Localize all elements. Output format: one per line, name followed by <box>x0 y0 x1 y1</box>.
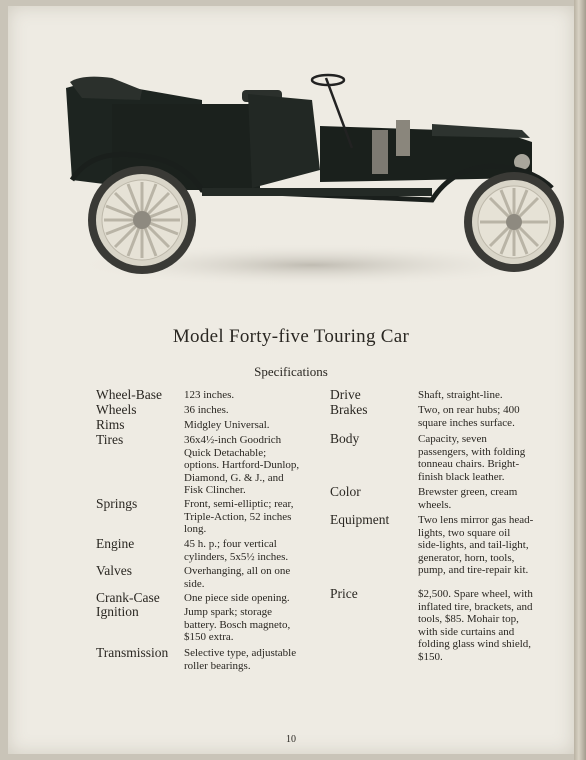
spec-value-drive: Shaft, straight-line. <box>418 389 503 401</box>
spec-value-crank-case: One piece side opening. <box>184 592 290 604</box>
spec-value-wheels: 36 inches. <box>184 404 229 416</box>
spec-value-transmission: Selective type, adjustable roller bearings. <box>184 647 297 672</box>
spec-label-price: Price <box>330 586 358 601</box>
spec-label-springs: Springs <box>96 496 138 511</box>
spec-label-color: Color <box>330 484 361 499</box>
page-title: Model Forty-five Touring Car <box>172 326 410 347</box>
spec-label-drive: Drive <box>330 387 361 402</box>
spec-value-tires: 36x4½-inch Goodrich Quick Detachable; options. Hartford-Dunlop, Diamond, G. & J., and Fisk Clincher. <box>184 434 300 496</box>
spec-label-body: Body <box>330 431 360 446</box>
spec-value-color: Brewster green, cream wheels. <box>418 486 518 511</box>
rear-wheel <box>88 166 196 274</box>
spec-label-wheel-base: Wheel-Base <box>96 387 162 402</box>
spec-value-springs: Front, semi-elliptic; rear, Triple-Action, 52 inches long. <box>184 498 294 535</box>
spec-value-wheel-base: 123 inches. <box>184 389 235 401</box>
book-page-edge <box>574 0 586 760</box>
spec-label-transmission: Transmission <box>96 645 169 660</box>
spec-label-wheels: Wheels <box>96 402 137 417</box>
spec-value-valves: Overhanging, all on one side. <box>184 565 291 590</box>
catalog-page <box>8 6 574 754</box>
spec-label-rims: Rims <box>96 417 125 432</box>
section-subtitle: Specifications <box>254 364 328 379</box>
front-wheel <box>464 172 564 272</box>
spec-value-rims: Midgley Universal. <box>184 419 270 431</box>
spec-value-equipment: Two lens mirror gas head-lights, two square oil side-lights, and tail-light, generator, horn, tools, pump, and tire-repair kit. <box>418 514 534 576</box>
spec-label-brakes: Brakes <box>330 402 368 417</box>
page-number: 10 <box>286 734 296 745</box>
spec-label-tires: Tires <box>96 432 124 447</box>
spec-label-crank-case: Crank-Case <box>96 590 160 605</box>
spec-value-price: $2,500. Spare wheel, with inflated tire, brackets, and tools, $85. Mohair top, with side curtains and folding glass wind shield, $150. <box>418 588 533 663</box>
spec-label-ignition: Ignition <box>96 604 139 619</box>
spec-label-engine: Engine <box>96 536 135 551</box>
spec-value-body: Capacity, seven passengers, with folding tonneau chairs. Bright-finish black leather. <box>418 433 526 483</box>
touring-car-illustration <box>52 60 572 290</box>
spec-value-engine: 45 h. p.; four vertical cylinders, 5x5½ inches. <box>184 538 289 563</box>
spec-value-ignition: Jump spark; storage battery. Bosch magneto, $150 extra. <box>184 606 291 643</box>
spec-label-equipment: Equipment <box>330 512 390 527</box>
spec-value-brakes: Two, on rear hubs; 400 square inches surface. <box>418 404 520 429</box>
spec-label-valves: Valves <box>96 563 132 578</box>
